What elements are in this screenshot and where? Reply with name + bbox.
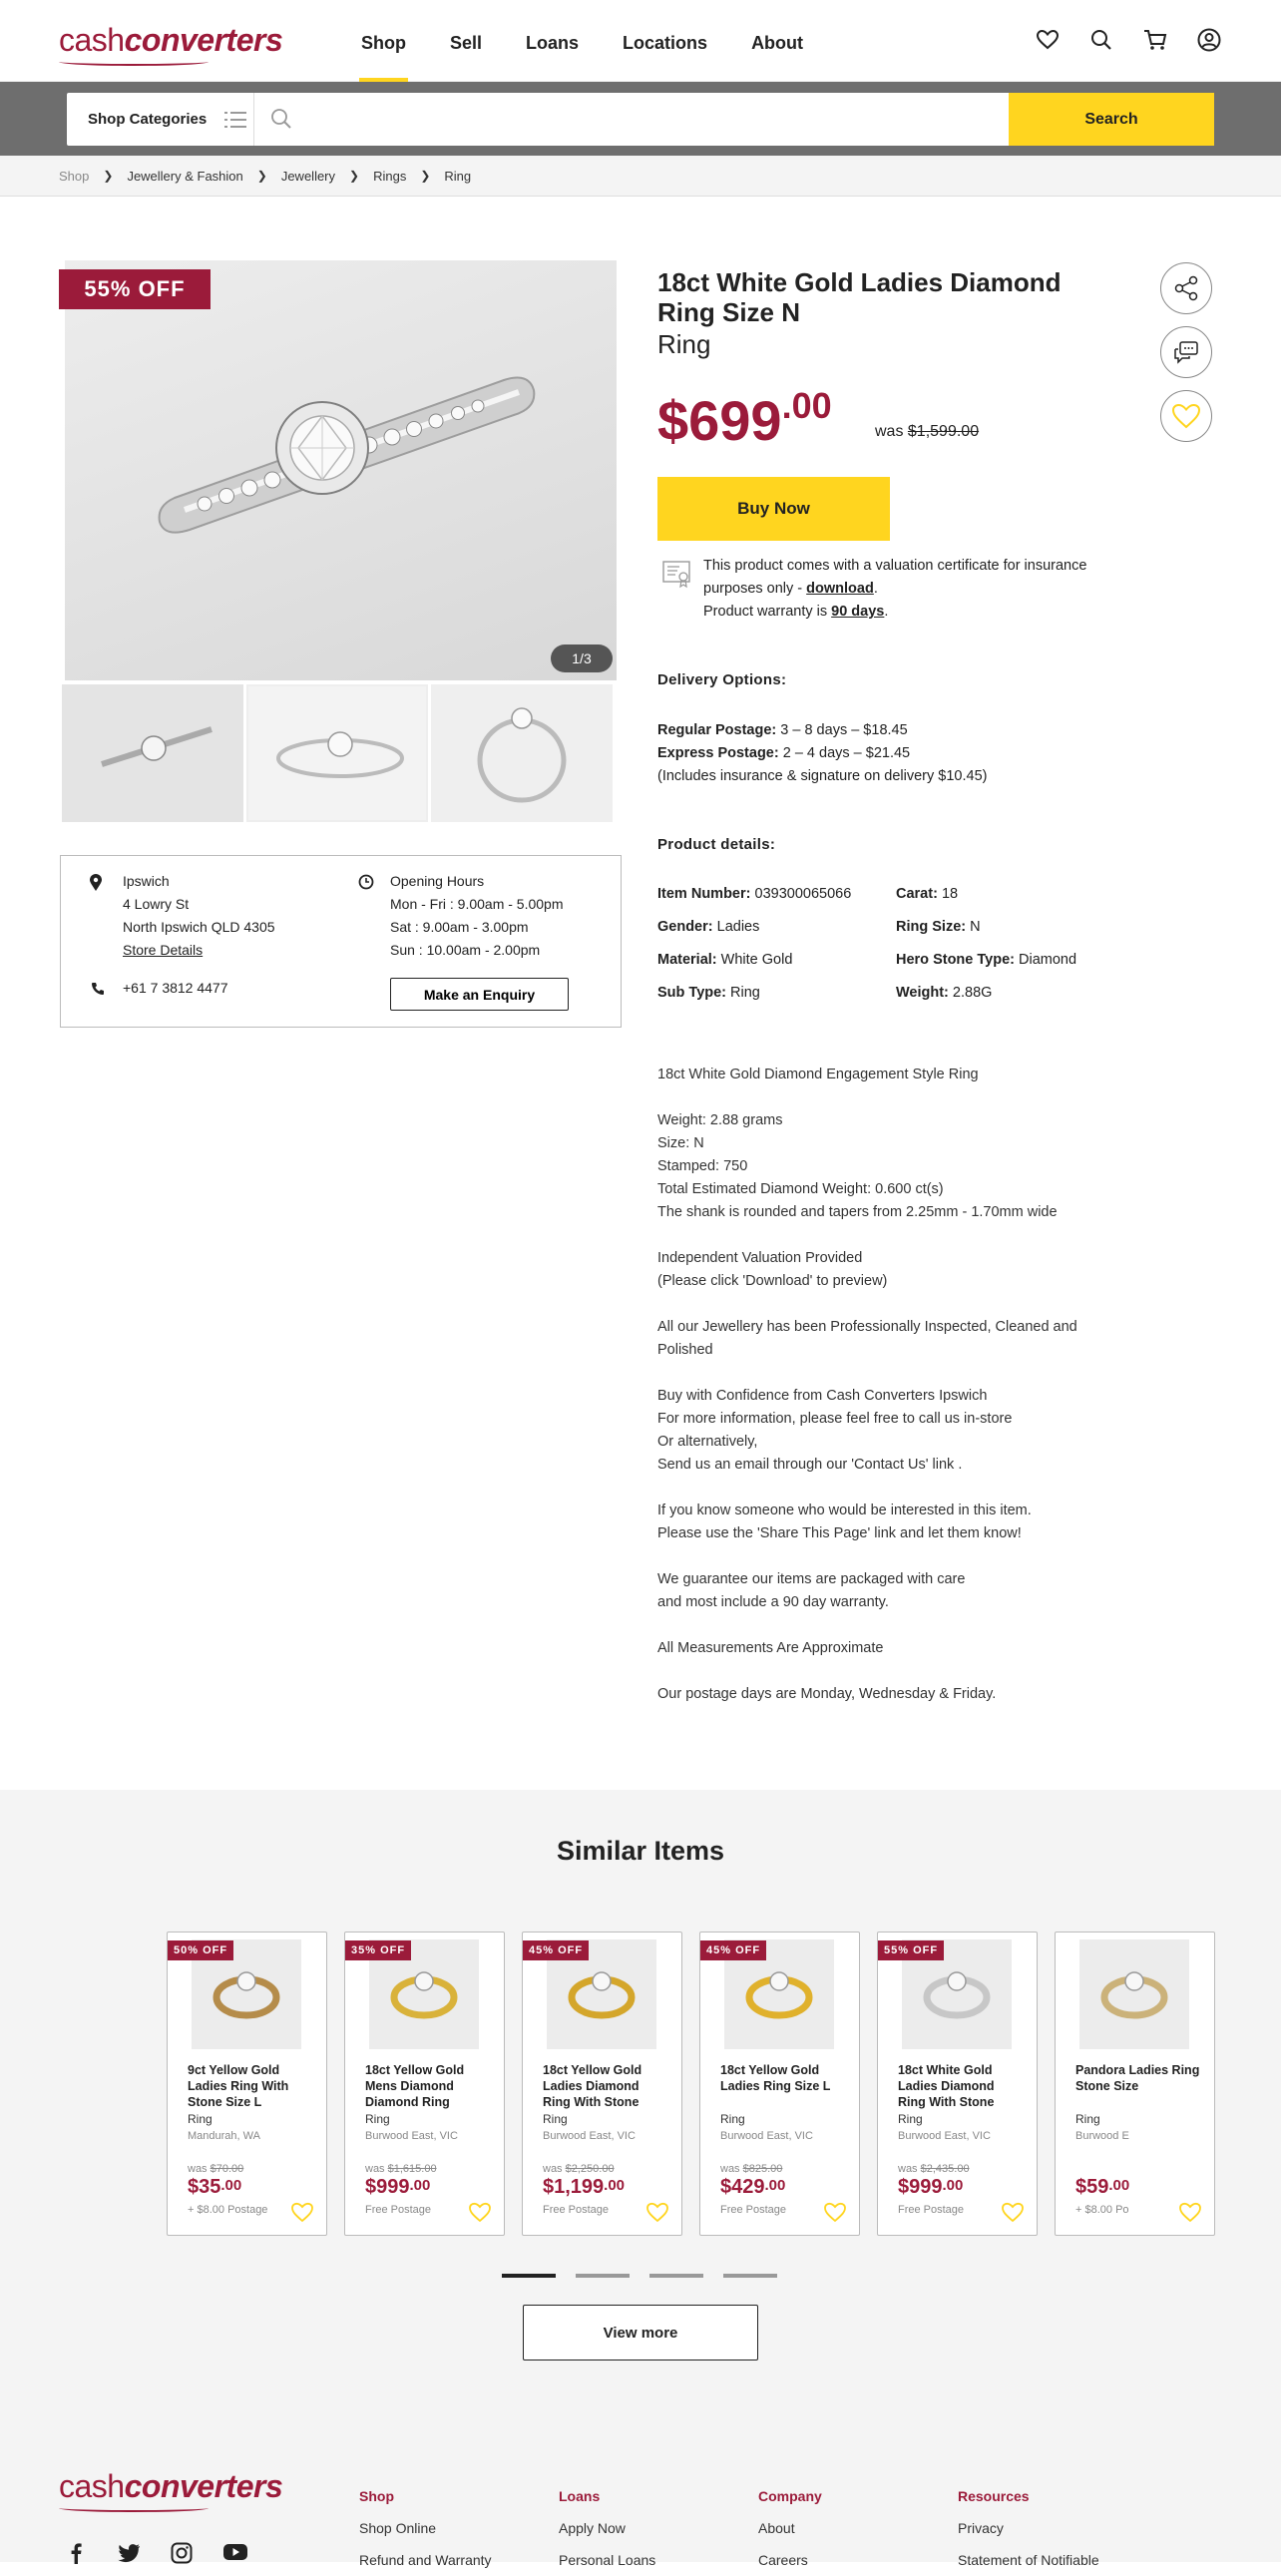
- price-cents: .00: [604, 2177, 626, 2194]
- similar-item-type: Ring: [188, 2112, 213, 2126]
- similar-item-badge: 45% OFF: [700, 1940, 766, 1960]
- share-icon: [1173, 275, 1199, 301]
- similar-item-title[interactable]: 18ct White Gold Ladies Diamond Ring With Stone: [898, 2063, 995, 2109]
- buy-now-button[interactable]: Buy Now: [657, 477, 890, 541]
- product-title: 18ct White Gold Ladies Diamond Ring Size N: [657, 267, 1062, 327]
- description-line: If you know someone who would be interested in this item.: [657, 1503, 1032, 1518]
- store-details-link[interactable]: Store Details: [123, 942, 204, 958]
- detail-carat: [896, 883, 1136, 906]
- search-icon[interactable]: [1089, 28, 1113, 52]
- description-line: and most include a 90 day warranty.: [657, 1594, 889, 1610]
- similar-item-postage: + $8.00 Postage: [188, 2204, 268, 2216]
- heart-icon[interactable]: [468, 2202, 492, 2223]
- detail-label: Item Number:: [657, 886, 751, 902]
- detail-label: Gender:: [657, 919, 713, 935]
- detail-value: 2.88G: [952, 985, 993, 1001]
- thumbnail-3[interactable]: [431, 684, 613, 822]
- carousel-dot[interactable]: [502, 2274, 556, 2278]
- footer-link[interactable]: Shop Online: [359, 2520, 437, 2536]
- warranty-text: Product warranty is: [703, 604, 828, 620]
- user-icon[interactable]: [1197, 28, 1221, 52]
- was-price-value: $1,599.00: [907, 423, 980, 440]
- detail-value: Diamond: [1019, 952, 1077, 968]
- logo-swoosh: [59, 2504, 209, 2512]
- description-line: All our Jewellery has been Professionally Inspected, Cleaned and Polished: [657, 1319, 1077, 1358]
- cert-text: This product comes with a valuation certificate for insurance purposes only -: [703, 558, 1087, 597]
- similar-item-card[interactable]: [167, 1932, 327, 2236]
- chat-icon: [1173, 340, 1199, 364]
- heart-icon[interactable]: [290, 2202, 314, 2223]
- price-dollars: $999: [365, 2176, 410, 2198]
- similar-item-title[interactable]: 18ct Yellow Gold Ladies Diamond Ring With Stone: [543, 2063, 642, 2109]
- description-line: The shank is rounded and tapers from 2.25mm - 1.70mm wide: [657, 1204, 1058, 1220]
- similar-item-type: Ring: [720, 2112, 745, 2126]
- similar-item-price: [365, 2176, 430, 2199]
- footer-heading: Company: [758, 2488, 822, 2504]
- similar-item-badge: 45% OFF: [523, 1940, 589, 1960]
- was-price-value: $825.00: [742, 2163, 783, 2175]
- footer-col-resources: [958, 2480, 1099, 2576]
- express-postage-value: 2 – 4 days – $21.45: [782, 745, 911, 761]
- store-address: [123, 870, 275, 962]
- footer-heading: Shop: [359, 2488, 394, 2504]
- footer-logo[interactable]: [59, 2468, 282, 2505]
- similar-item-image[interactable]: [1079, 1939, 1189, 2049]
- heart-icon[interactable]: [645, 2202, 669, 2223]
- similar-item-location: Mandurah, WA: [188, 2130, 260, 2142]
- similar-item-card[interactable]: [344, 1932, 505, 2236]
- detail-value: Ring: [730, 985, 760, 1001]
- detail-ring-size: [896, 916, 1136, 939]
- similar-item-location: Burwood East, VIC: [365, 2130, 458, 2142]
- similar-item-type: Ring: [898, 2112, 923, 2126]
- similar-item-was-price: was $825.00: [720, 2163, 783, 2175]
- similar-item-postage: + $8.00 Po: [1075, 2204, 1129, 2216]
- similar-item-price: [720, 2176, 785, 2199]
- product-price: [657, 385, 832, 453]
- heart-icon[interactable]: [1178, 2202, 1202, 2223]
- price-dollars: $429: [720, 2176, 765, 2198]
- social-icons: [65, 2542, 248, 2564]
- express-postage-label: Express Postage:: [657, 745, 779, 761]
- product-details-grid: [657, 883, 1136, 1005]
- twitter-icon[interactable]: [117, 2542, 141, 2564]
- similar-item-was-price: was $70.00: [188, 2163, 244, 2175]
- description-paragraph: [657, 1316, 1126, 1362]
- logo-cash: cash: [59, 2468, 125, 2504]
- similar-item-badge: 50% OFF: [168, 1940, 233, 1960]
- product-description: [657, 1064, 1126, 1729]
- similar-item-location: Burwood East, VIC: [898, 2130, 991, 2142]
- nav-locations[interactable]: Locations: [623, 33, 708, 53]
- description-line: All Measurements Are Approximate: [657, 1640, 884, 1656]
- description-line: We guarantee our items are packaged with care: [657, 1571, 966, 1587]
- chat-button[interactable]: [1160, 326, 1212, 378]
- store-name: Ipswich: [123, 873, 170, 889]
- chevron-right-icon: ❯: [256, 169, 267, 183]
- hours-weekday: Mon - Fri : 9.00am - 5.00pm: [390, 896, 564, 912]
- regular-postage-label: Regular Postage:: [657, 722, 777, 738]
- description-line: Total Estimated Diamond Weight: 0.600 ct(s): [657, 1181, 944, 1197]
- carousel-dot[interactable]: [576, 2274, 630, 2278]
- footer-link[interactable]: Careers: [758, 2552, 808, 2568]
- similar-item-location: Burwood East, VIC: [720, 2130, 813, 2142]
- similar-item-location: Burwood East, VIC: [543, 2130, 636, 2142]
- detail-value: N: [970, 919, 981, 935]
- search-button[interactable]: Search: [1009, 93, 1214, 146]
- was-price-value: $2,250.00: [565, 2163, 615, 2175]
- store-address-line1: 4 Lowry St: [123, 896, 190, 912]
- description-line: Send us an email through our 'Contact Us' link .: [657, 1457, 963, 1473]
- thumbnail-2[interactable]: [246, 684, 428, 822]
- similar-item-location: Burwood E: [1075, 2130, 1129, 2142]
- price-cents: .00: [409, 2177, 431, 2194]
- description-line: Buy with Confidence from Cash Converters Ipswich: [657, 1388, 988, 1404]
- delivery-options: [657, 719, 987, 788]
- detail-label: Material:: [657, 952, 717, 968]
- shop-categories-label: Shop Categories: [88, 111, 208, 128]
- similar-item-title[interactable]: 9ct Yellow Gold Ladies Ring With Stone Size L: [188, 2063, 289, 2109]
- breadcrumb-ring[interactable]: Ring: [444, 168, 472, 184]
- discount-badge: 55% OFF: [59, 269, 211, 309]
- description-line: Stamped: 750: [657, 1158, 748, 1174]
- search-bar: [67, 93, 1214, 146]
- similar-item-type: Ring: [1075, 2112, 1100, 2126]
- header-icons: [1036, 28, 1221, 52]
- share-button[interactable]: [1160, 262, 1212, 314]
- similar-item-card[interactable]: [699, 1932, 860, 2236]
- logo-converters: converters: [124, 22, 283, 58]
- warranty-link[interactable]: 90 days: [831, 604, 885, 620]
- product-subtitle: Ring: [657, 329, 711, 359]
- breadcrumb-shop[interactable]: Shop: [59, 168, 90, 184]
- facebook-icon[interactable]: [65, 2542, 87, 2564]
- product-details-heading: Product details:: [657, 836, 776, 853]
- hours-sunday: Sun : 10.00am - 2.00pm: [390, 942, 541, 958]
- similar-items-title: Similar Items: [556, 1836, 725, 1866]
- nav-sell[interactable]: Sell: [450, 33, 483, 53]
- side-action-icons: [1160, 262, 1212, 442]
- download-link[interactable]: download: [806, 581, 874, 597]
- detail-value: White Gold: [720, 952, 793, 968]
- product-main-image[interactable]: [65, 260, 617, 680]
- similar-item-price: [898, 2176, 963, 2199]
- detail-label: Weight:: [896, 985, 949, 1001]
- footer-heading: Resources: [958, 2488, 1030, 2504]
- nav-shop[interactable]: Shop: [339, 0, 428, 82]
- similar-item-card[interactable]: [522, 1932, 682, 2236]
- was-price: [875, 423, 979, 441]
- detail-weight: [896, 982, 1136, 1005]
- detail-material: [657, 949, 896, 972]
- similar-item-postage: Free Postage: [543, 2204, 610, 2216]
- shop-categories-button[interactable]: [67, 93, 254, 146]
- cart-icon[interactable]: [1143, 28, 1167, 52]
- certificate-notice: This product comes with a valuation certificate for insurance purposes only - download. Product warranty is 90 days.: [703, 558, 1087, 620]
- price-dollars: $699: [657, 389, 782, 452]
- thumbnail-strip: [62, 684, 613, 822]
- detail-value: Ladies: [716, 919, 760, 935]
- description-paragraph: [657, 1637, 1126, 1660]
- detail-value: 18: [941, 886, 959, 902]
- logo-cash: cash: [59, 22, 125, 58]
- search-band: [0, 82, 1281, 156]
- price-cents: .00: [220, 2177, 242, 2194]
- description-line: 18ct White Gold Diamond Engagement Style Ring: [657, 1067, 979, 1082]
- certificate-icon: [661, 559, 691, 589]
- regular-postage-value: 3 – 8 days – $18.45: [780, 722, 908, 738]
- location-pin-icon: [89, 874, 103, 892]
- similar-item-postage: Free Postage: [365, 2204, 432, 2216]
- carousel-dot[interactable]: [723, 2274, 777, 2278]
- description-paragraph: [657, 1064, 1126, 1086]
- delivery-heading: Delivery Options:: [657, 671, 787, 688]
- description-line: Size: N: [657, 1135, 704, 1151]
- similar-item-type: Ring: [365, 2112, 390, 2126]
- store-address-line2: North Ipswich QLD 4305: [123, 919, 275, 935]
- description-line: (Please click 'Download' to preview): [657, 1273, 888, 1289]
- price-dollars: $999: [898, 2176, 943, 2198]
- similar-item-price: [188, 2176, 241, 2199]
- make-enquiry-button[interactable]: Make an Enquiry: [390, 978, 569, 1011]
- hours-saturday: Sat : 9.00am - 3.00pm: [390, 919, 529, 935]
- store-info-box: [60, 855, 622, 1028]
- similar-item-price: [1075, 2176, 1129, 2199]
- price-dollars: $1,199: [543, 2176, 605, 2198]
- description-line: Our postage days are Monday, Wednesday & Friday.: [657, 1686, 997, 1702]
- was-price-value: $2,435.00: [920, 2163, 970, 2175]
- clock-icon: [358, 874, 374, 890]
- carousel-dots: [502, 2274, 777, 2278]
- similar-item-was-price: was $2,250.00: [543, 2163, 615, 2175]
- wishlist-button[interactable]: [1160, 390, 1212, 442]
- footer-link[interactable]: Refund and Warranty: [359, 2552, 492, 2568]
- chevron-right-icon: ❯: [349, 169, 360, 183]
- footer-link[interactable]: About: [758, 2520, 795, 2536]
- instagram-icon[interactable]: [171, 2542, 193, 2564]
- list-icon: [224, 112, 246, 128]
- was-label: was: [875, 423, 904, 440]
- nav-about[interactable]: About: [751, 33, 804, 53]
- express-postage: [657, 742, 987, 765]
- breadcrumb-rings[interactable]: Rings: [373, 168, 407, 184]
- was-price-value: $70.00: [210, 2163, 244, 2175]
- similar-items-carousel: [167, 1932, 1200, 2237]
- search-field-icon: [270, 108, 292, 130]
- site-header: [0, 0, 1281, 82]
- similar-item-title[interactable]: 18ct Yellow Gold Ladies Ring Size L: [720, 2063, 831, 2093]
- description-line: Independent Valuation Provided: [657, 1250, 863, 1266]
- carousel-dot[interactable]: [649, 2274, 703, 2278]
- detail-label: Carat:: [896, 886, 938, 902]
- heart-icon[interactable]: [823, 2202, 847, 2223]
- nav-loans[interactable]: Loans: [526, 33, 580, 53]
- search-input[interactable]: [254, 93, 1009, 146]
- description-paragraph: [657, 1385, 1126, 1477]
- similar-item-postage: Free Postage: [898, 2204, 965, 2216]
- heart-icon[interactable]: [1036, 28, 1060, 52]
- detail-label: Ring Size:: [896, 919, 967, 935]
- detail-label: Hero Stone Type:: [896, 952, 1015, 968]
- logo-converters: converters: [124, 2468, 283, 2504]
- footer-link[interactable]: Statement of Notifiable: [958, 2552, 1099, 2568]
- opening-hours: [390, 870, 564, 962]
- price-cents: .00: [942, 2177, 964, 2194]
- footer-col-company: [758, 2480, 822, 2576]
- footer-heading: Loans: [559, 2488, 601, 2504]
- detail-label: Sub Type:: [657, 985, 727, 1001]
- description-line: Or alternatively,: [657, 1434, 758, 1450]
- similar-item-type: Ring: [543, 2112, 568, 2126]
- breadcrumb-jewellery[interactable]: Jewellery: [280, 168, 336, 184]
- price-cents: .00: [1108, 2177, 1130, 2194]
- was-price-value: $1,615.00: [387, 2163, 437, 2175]
- description-line: Weight: 2.88 grams: [657, 1112, 783, 1128]
- description-paragraph: [657, 1109, 1126, 1224]
- detail-sub-type: [657, 982, 896, 1005]
- similar-item-was-price: was $1,615.00: [365, 2163, 437, 2175]
- detail-hero-stone: [896, 949, 1136, 972]
- similar-item-was-price: was $2,435.00: [898, 2163, 970, 2175]
- heart-icon: [1171, 403, 1201, 429]
- main-nav: [339, 0, 825, 82]
- price-cents: .00: [781, 385, 832, 426]
- footer-col-loans: [559, 2480, 655, 2576]
- similar-item-title[interactable]: Pandora Ladies Ring Stone Size: [1075, 2063, 1200, 2093]
- breadcrumb-jewellery-fashion[interactable]: Jewellery & Fashion: [127, 168, 243, 184]
- footer-link[interactable]: Privacy: [958, 2520, 1004, 2536]
- similar-item-card[interactable]: [1055, 1932, 1215, 2236]
- similar-item-postage: Free Postage: [720, 2204, 787, 2216]
- price-cents: .00: [764, 2177, 786, 2194]
- description-paragraph: [657, 1247, 1126, 1293]
- description-line: For more information, please feel free to call us in-store: [657, 1411, 1013, 1427]
- detail-gender: [657, 916, 896, 939]
- footer-link[interactable]: Personal Loans: [559, 2552, 656, 2568]
- store-phone[interactable]: +61 7 3812 4477: [123, 980, 228, 996]
- similar-item-price: [543, 2176, 625, 2199]
- price-dollars: $59: [1075, 2176, 1109, 2198]
- delivery-note: (Includes insurance & signature on delivery $10.45): [657, 768, 988, 784]
- heart-icon[interactable]: [1001, 2202, 1025, 2223]
- similar-item-card[interactable]: [877, 1932, 1038, 2236]
- opening-hours-title: Opening Hours: [390, 873, 485, 889]
- description-paragraph: [657, 1500, 1126, 1545]
- footer-col-shop: [359, 2480, 492, 2576]
- chevron-right-icon: ❯: [420, 169, 431, 183]
- description-line: Please use the 'Share This Page' link and let them know!: [657, 1525, 1022, 1541]
- description-paragraph: [657, 1568, 1126, 1614]
- chevron-right-icon: ❯: [103, 169, 114, 183]
- similar-item-badge: 35% OFF: [345, 1940, 411, 1960]
- logo-swoosh: [59, 58, 209, 66]
- regular-postage: [657, 719, 987, 742]
- breadcrumb: [0, 156, 1281, 197]
- price-dollars: $35: [188, 2176, 221, 2198]
- logo[interactable]: [59, 22, 282, 59]
- detail-item-number: [657, 883, 896, 906]
- view-more-button[interactable]: View more: [523, 2305, 758, 2361]
- similar-item-badge: 55% OFF: [878, 1940, 944, 1960]
- detail-value: 039300065066: [754, 886, 852, 902]
- thumbnail-1[interactable]: [62, 684, 243, 822]
- similar-item-title[interactable]: 18ct Yellow Gold Mens Diamond Diamond Ring: [365, 2063, 465, 2109]
- youtube-icon[interactable]: [222, 2542, 248, 2562]
- phone-icon: [91, 982, 105, 996]
- description-paragraph: [657, 1683, 1126, 1706]
- ring-image: [65, 260, 617, 680]
- image-counter: 1/3: [551, 644, 613, 672]
- footer-link[interactable]: Apply Now: [559, 2520, 626, 2536]
